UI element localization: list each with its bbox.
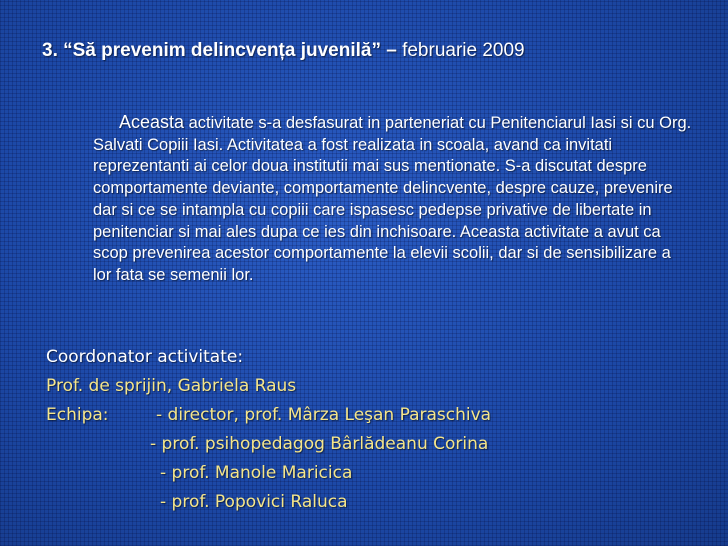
coordinator-label: Coordonator activitate: (46, 347, 244, 367)
title-main: “Să prevenim delincvența juvenilă” – (63, 40, 397, 61)
slide-title (42, 40, 525, 62)
team-member: - prof. Manole Maricica (160, 463, 353, 483)
team-member: - director, prof. Mârza Leşan Paraschiva (156, 405, 492, 425)
description-lead-word: Aceasta (119, 112, 185, 132)
team-member: - prof. Popovici Raluca (160, 492, 348, 512)
title-number: 3. (42, 40, 64, 61)
team-row-3 (46, 459, 353, 488)
title-date: februarie 2009 (396, 40, 525, 61)
team-label: Echipa: (46, 405, 109, 425)
activity-description (93, 112, 693, 287)
description-text: activitate s-a desfasurat in parteneriat cu Penitenciarul Iasi si cu Org. Salvati Copiii Iasi. Activitatea a fost realizata in scoala, avand ca invitati reprezentanti ai celor doua institutii mai sus mentionate. S-a discutat despre comportamente deviante, comportamente delincvente, despre cauze, prevenire dar si ce se intampla cu copiii care ispasesc pedepse privative de libertate in penitenciar si mai ales dupa ce ies din inchisoare. Aceasta activitate a avut ca scop prevenirea acestor comportamente la elevii scolii, dar si de sensibilizare a lor fata se semenii lor. (93, 114, 692, 284)
team-row-2 (46, 430, 489, 459)
team-row-4 (46, 488, 348, 517)
team-row-1 (46, 401, 492, 430)
coordinator-name: Prof. de sprijin, Gabriela Raus (46, 376, 297, 396)
team-info (46, 343, 492, 517)
team-member: - prof. psihopedagog Bârlădeanu Corina (150, 434, 489, 454)
